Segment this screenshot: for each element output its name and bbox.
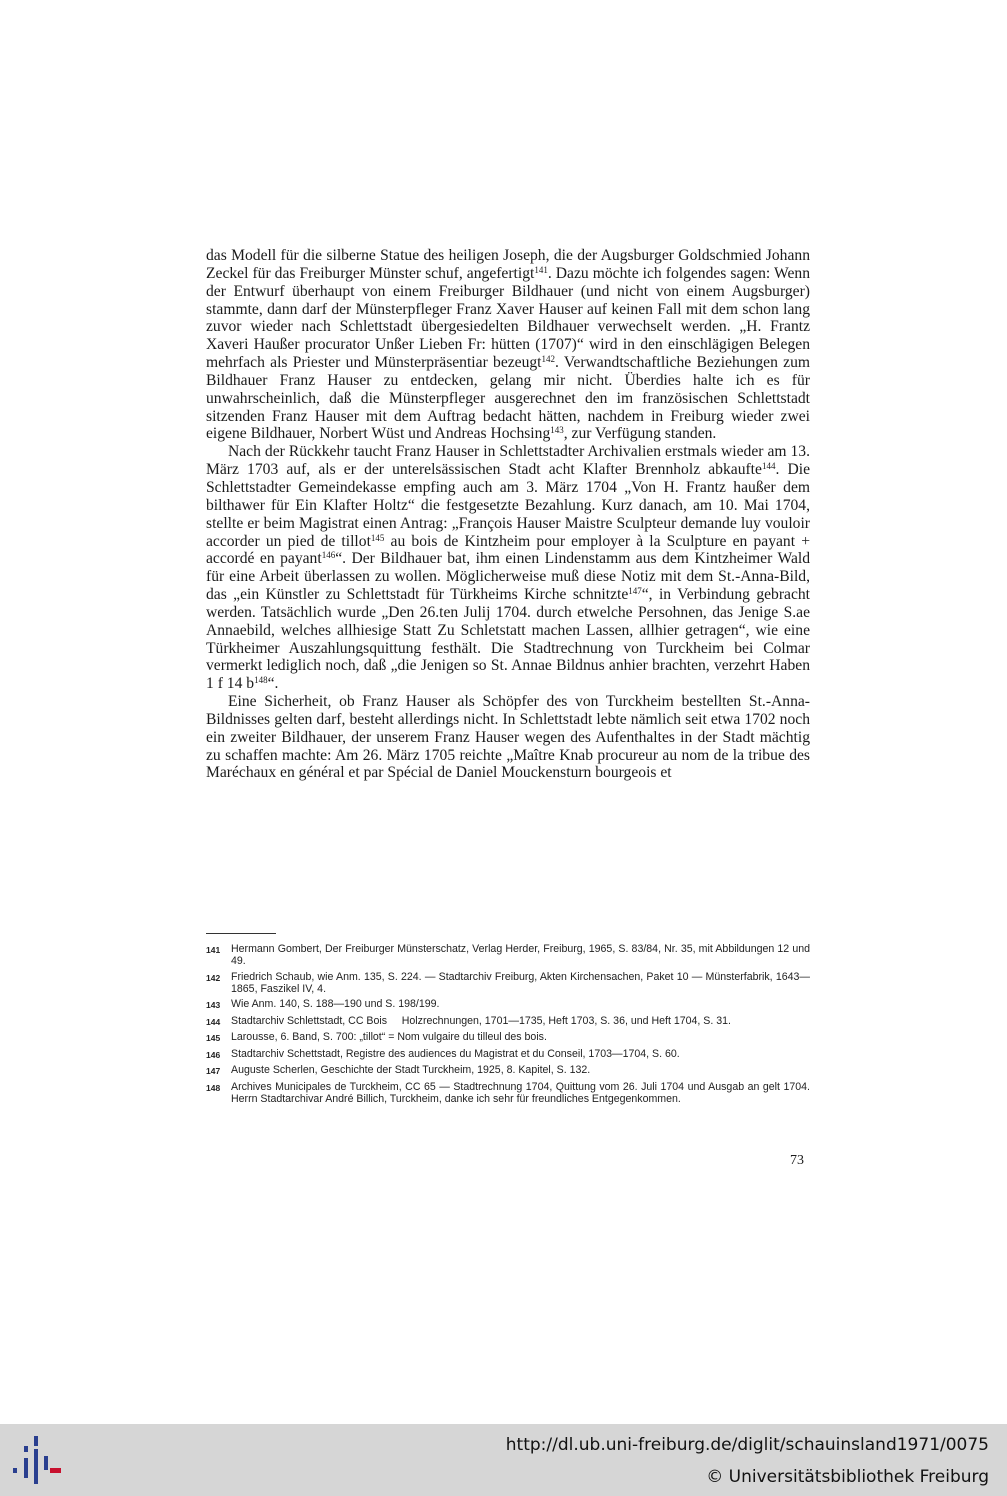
document-url-link[interactable]: http://dl.ub.uni-freiburg.de/diglit/schauinsland1971/0075 (505, 1435, 989, 1455)
footnote: 147 Auguste Scherlen, Geschichte der Stadt Turckheim, 1925, 8. Kapitel, S. 132. (206, 1064, 591, 1077)
footnote: 146 Stadtarchiv Schettstadt, Registre des audiences du Magistrat et du Conseil, 1703—1704, S. 60. (206, 1047, 680, 1060)
footer-bar (0, 1424, 1007, 1496)
page-number: 73 (790, 1153, 804, 1168)
paragraph-1: das Modell für die silberne Statue des heiligen Joseph, die der Augsburger Goldschmied Johann Zeckel für das Freiburger Münster schuf, angefertigt$^{141}$. Dazu möchte ich folgendes sagen: Wenn der Entwurf überhaupt von einem Freiburger Bildhauer (und nicht von einem Augsburger) stammte, dann darf der Münsterpfleger Franz Xaver Hauser auf keinen Fall mit dem schon lang zuvor wieder nach Schlettstadt übergesiedelten Bildhauer verwechselt werden. „H. Frantz Xaveri Haußer procurator Unßer Lieben Fr: hütten (1707)“ wird in den einschlägigen Belegen mehrfach als Priester und Münsterpräsentiar bezeugt$^{142}$. Verwandtschaftliche Beziehungen zum Bildhauer Franz Hauser zu entdecken, gelang mir nicht. Überdies halte ich es für unwahrscheinlich, daß die Münsterpfleger ausgerechnet den im französischen Schlettstadt sitzenden Franz Hauser mit dem Auftrag bedacht hätten, nachdem in Freiburg wieder zwei eigene Bildhauer, Norbert Wüst und Andreas Hochsing$^{143}$, zur Verfügung standen. (206, 247, 810, 443)
footnote: 143 Wie Anm. 140, S. 188—190 und S. 198/199. (206, 998, 440, 1011)
footnote-ref: 142 (541, 354, 556, 365)
footnote-ref: 143 (550, 425, 564, 436)
ub-freiburg-logo-icon (10, 1436, 64, 1484)
footnote-ref: 145 (370, 532, 385, 543)
footnotes (206, 943, 825, 1109)
footnote: 145 Larousse, 6. Band, S. 700: „tillot“ = Nom vulgaire du tilleul des bois. (206, 1031, 547, 1044)
footnote: 148 Archives Municipales de Turckheim, CC 65 — Stadtrechnung 1704, Quittung vom 26. Juli 1704 und Ausgab an gelt 1704. Herrn Stadtarchivar André Billich, Turckheim, danke ich sehr für freundliches Entgegenkommen. (206, 1080, 825, 1106)
paragraph-2: Nach der Rückkehr taucht Franz Hauser in Schlettstadter Archivalien erstmals wieder am 13. März 1703 auf, als er der unterelsässischen Stadt acht Klafter Brennholz abkaufte$^{144}$. Die Schlettstadter Gemeindekasse empfing auch am 3. März 1704 „Von H. Frantz haußer dem bilthawer für Ein Klafter Holtz“ die festgesetzte Bezahlung. Kurz danach, am 10. Mai 1704, stellte er beim Magistrat einen Antrag: „François Hauser Maistre Sculpteur demande luy vouloir accorder un pied de tillot$^{145}$ au bois de Kintzheim pour employer à la Sculpture en payant + accordé en payant$^{146}$“. Der Bildhauer bat, ihm einen Lindenstamm aus dem Kintzheimer Wald für eine Arbeit überlassen zu wollen. Möglicherweise muß diese Notiz mit dem St.-Anna-Bild, das „ein Künstler zu Schlettstadt für Türkheims Kirche schnitzte$^{147}$“, in Verbindung gebracht werden. Tatsächlich wurde „Den 26.ten Julij 1704. durch etwelche Persohnen, das Jenige S.ae Annaebild, welches allhiesige Statt Zu Schletstatt machen Lassen, allhier getragen“, wie eine Türkheimer Auszahlungsquittung festhält. Die Stadtrechnung von Turckheim bei Colmar vermerkt lediglich noch, daß „die Jenigen so St. Annae Bildnus anhier brachten, verzehrt Haben 1 f 14 $b^{148}“$. (206, 443, 811, 693)
footnote-divider (206, 933, 276, 934)
footnote-ref: 141 (534, 264, 548, 275)
footnote-ref: 144 (761, 461, 776, 472)
footnote-ref: 148 (254, 675, 268, 686)
paragraph-3: Eine Sicherheit, ob Franz Hauser als Schöpfer des von Turckheim bestellten St.-Anna-Bildnisses gelten darf, besteht allerdings nicht. In Schlettstadt lebte nämlich seit etwa 1702 noch ein zweiter Bildhauer, der unserem Franz Hauser wegen des Aufenthaltes in der Stadt mächtig zu schaffen machte: Am 26. März 1705 reichte „Maître Knab procureur au nom de la tribue des Maréchaux en général et par Spécial de Daniel Mouckensturn bourgeois et (206, 693, 810, 782)
footnote: 144 Stadtarchiv Schlettstadt, CC Bois Holzrechnungen, 1701—1735, Heft 1703, S. 36, und Heft 1704, S. 31. (206, 1014, 731, 1027)
footnote-ref: 147 (628, 586, 642, 597)
footnote-ref: 146 (321, 550, 336, 561)
body-text (206, 247, 810, 782)
footnote: 142 Friedrich Schaub, wie Anm. 135, S. 224. — Stadtarchiv Freiburg, Akten Kirchensachen, Paket 10 — Münsterfabrik, 1643—1865, Faszikel IV, 4. (206, 970, 810, 995)
footnote: 141 Hermann Gombert, Der Freiburger Münsterschatz, Verlag Herder, Freiburg, 1965, S. 83/84, Nr. 35, mit Abbildungen 12 und 49. (206, 943, 810, 968)
copyright-text: © Universitätsbibliothek Freiburg (706, 1467, 989, 1487)
